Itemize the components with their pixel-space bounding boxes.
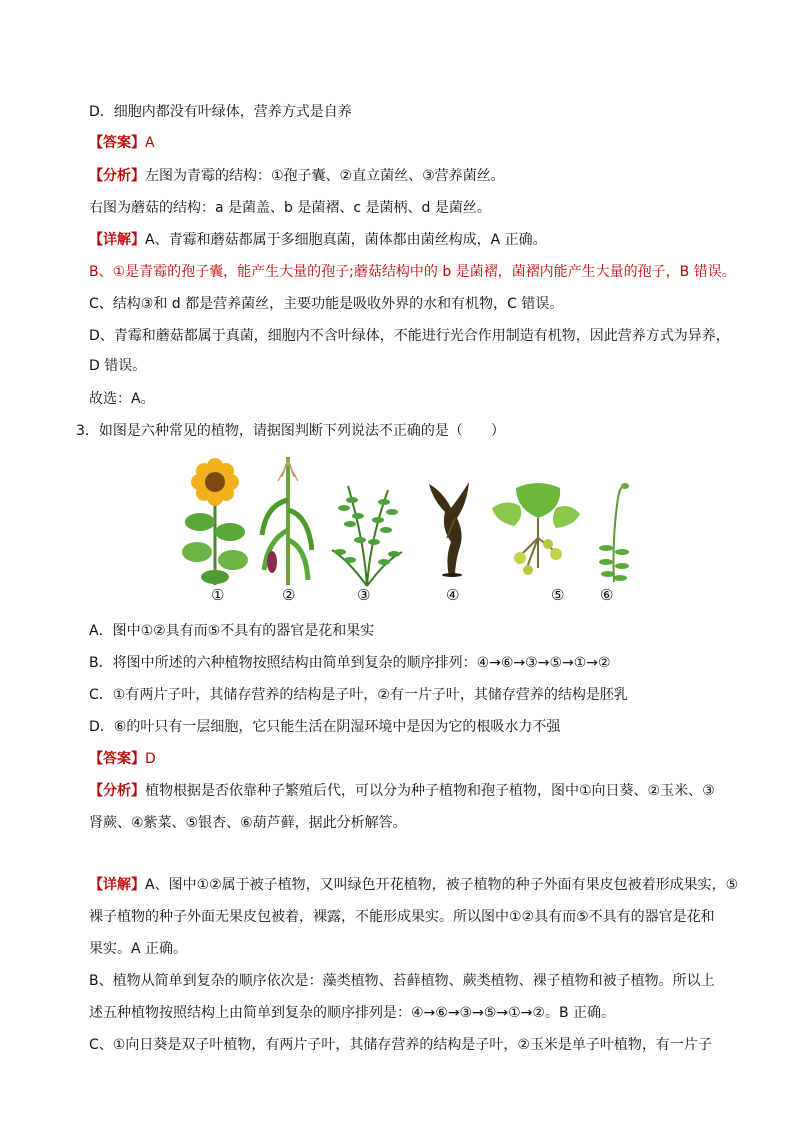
detail-tag: 【详解】 bbox=[89, 877, 145, 893]
analysis-line bbox=[89, 781, 715, 801]
option-d: D．⑥的叶只有一层细胞，它只能生活在阴湿环境中是因为它的根吸水力不强 bbox=[89, 719, 561, 735]
analysis-tag: 【分析】 bbox=[89, 168, 145, 184]
figure-label-3: ③ bbox=[357, 586, 371, 604]
detail-3: 果实。A 正确。 bbox=[89, 941, 188, 957]
detail-2: 裸子植物的种子外面无果皮包被着，裸露，不能形成果实。所以图中①②具有而⑤不具有的器官是花和 bbox=[89, 909, 715, 925]
figure-label-2: ② bbox=[282, 586, 296, 604]
detail-line bbox=[89, 875, 738, 895]
detail-d1: D、青霉和蘑菇都属于真菌，细胞内不含叶绿体，不能进行光合作用制造有机物，因此营养方式为异养， bbox=[89, 328, 730, 344]
detail-a: A、青霉和蘑菇都属于多细胞真菌，菌体都由菌丝构成，A 正确。 bbox=[145, 232, 547, 248]
answer-line-prev bbox=[89, 133, 155, 153]
figure-label-1: ① bbox=[211, 586, 225, 604]
analysis-2: 肾蕨、④紫菜、⑤银杏、⑥葫芦藓，据此分析解答。 bbox=[89, 815, 407, 831]
choose-line: 故选：A。 bbox=[89, 391, 155, 407]
analysis-text: 左图为青霉的结构：①孢子囊、②直立菌丝、③营养菌丝。 bbox=[145, 168, 505, 184]
corn-image bbox=[258, 455, 314, 587]
detail-b: B、①是青霉的孢子囊，能产生大量的孢子;蘑菇结构中的 b 是菌褶，菌褶内能产生大量的孢子，B 错误。 bbox=[89, 264, 736, 280]
analysis-1: 植物根据是否依靠种子繁殖后代，可以分为种子植物和孢子植物，图中①向日葵、②玉米、③ bbox=[145, 783, 715, 799]
analysis-tag: 【分析】 bbox=[89, 783, 145, 799]
detail-tag: 【详解】 bbox=[89, 232, 145, 248]
detail-6: C、①向日葵是双子叶植物，有两片子叶，其储存营养的结构是子叶，②玉米是单子叶植物，有一片子 bbox=[89, 1037, 712, 1053]
moss-image bbox=[596, 478, 630, 586]
answer-tag: 【答案】 bbox=[89, 751, 145, 767]
figure-label-5: ⑤ bbox=[551, 586, 565, 604]
figure-label-4: ④ bbox=[446, 586, 460, 604]
answer-value: D bbox=[145, 751, 156, 767]
option-c: C．①有两片子叶，其储存营养的结构是子叶，②有一片子叶，其储存营养的结构是胚乳 bbox=[89, 687, 628, 703]
option-a: A．图中①②具有而⑤不具有的器官是花和果实 bbox=[89, 623, 375, 639]
answer-line bbox=[89, 749, 156, 769]
answer-value: A bbox=[145, 135, 155, 151]
sunflower-image bbox=[180, 452, 250, 587]
detail-4: B、植物从简单到复杂的顺序依次是：藻类植物、苔藓植物、蕨类植物、裸子植物和被子植物。所以上 bbox=[89, 973, 715, 989]
analysis-line-prev bbox=[89, 166, 505, 186]
figure-label-6: ⑥ bbox=[600, 586, 614, 604]
detail-5: 述五种植物按照结构上由简单到复杂的顺序排列是：④→⑥→③→⑤→①→②。B 正确。 bbox=[89, 1005, 616, 1021]
detail-1: A、图中①②属于被子植物，又叫绿色开花植物，被子植物的种子外面有果皮包被着形成果实，⑤ bbox=[145, 877, 739, 893]
detail-line-prev bbox=[89, 230, 547, 250]
option-d-prev: D．细胞内都没有叶绿体，营养方式是自养 bbox=[89, 104, 352, 120]
fern-image bbox=[328, 480, 406, 588]
question-3-stem: 3．如图是六种常见的植物，请据图判断下列说法不正确的是（ ） bbox=[76, 423, 505, 439]
option-b: B．将图中所述的六种植物按照结构由简单到复杂的顺序排列：④→⑥→③→⑤→①→② bbox=[89, 655, 611, 671]
answer-tag: 【答案】 bbox=[89, 135, 145, 151]
detail-d2: D 错误。 bbox=[89, 358, 147, 374]
analysis-text-2: 右图为蘑菇的结构：a 是菌盖、b 是菌褶、c 是菌柄、d 是菌丝。 bbox=[89, 200, 491, 216]
ginkgo-image bbox=[486, 478, 586, 578]
laver-image bbox=[425, 478, 475, 578]
detail-c: C、结构③和 d 都是营养菌丝，主要功能是吸收外界的水和有机物，C 错误。 bbox=[89, 296, 564, 312]
